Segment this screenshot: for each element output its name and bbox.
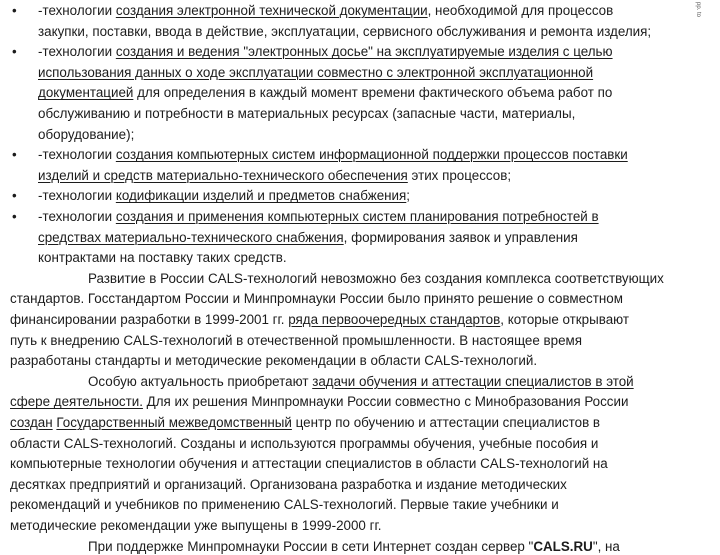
- text-run: разработаны стандарты и методические рекомендации в области CALS-технологий.: [10, 353, 538, 369]
- bullet-line: [38, 84, 612, 102]
- text-run: методические рекомендации уже выпущены в 1999-2000 гг.: [10, 518, 382, 533]
- bullet-marker: •: [12, 147, 17, 163]
- text-run: Особую актуальность приобретают: [88, 373, 313, 389]
- text-run: области CALS-технологий. Созданы и используются программы обучения, учебные пособия и: [10, 435, 599, 451]
- bullet-marker: •: [12, 3, 17, 18]
- text-run: -технологии: [38, 209, 116, 224]
- bullet-line: [38, 167, 511, 185]
- bullet-line: [38, 23, 651, 41]
- text-run: контрактами на поставку таких средств.: [38, 250, 287, 266]
- text-run: путь к внедрению CALS-технологий в отечественной промышленности. В настоящее время: [10, 332, 583, 348]
- underlined-text: создания компьютерных систем информационной поддержки процессов поставки: [115, 147, 628, 163]
- bullet-marker: •: [12, 44, 17, 60]
- paragraph-line: [88, 270, 664, 288]
- text-run: -технологии: [38, 44, 116, 60]
- paragraph-line: [10, 290, 623, 308]
- text-run: десятках предприятий и организаций. Организована разработка и издание методических: [10, 476, 567, 492]
- underlined-text: Государственный межведомственный: [56, 415, 292, 430]
- underlined-text: создания электронной технической документации: [115, 3, 428, 18]
- text-run: , необходимой для процессов: [427, 3, 614, 18]
- paragraph-line: [10, 435, 598, 453]
- paragraph-line: [88, 373, 634, 391]
- text-run: рекомендаций и учебников по применению CALS-технологий. Первые такие учебники и: [10, 497, 559, 513]
- text-run: Для их решения Минпромнауки России совместно с Минобразования России: [142, 394, 629, 410]
- bullet-line: [38, 208, 599, 226]
- paragraph-line: [10, 311, 629, 329]
- underlined-text: ряда первоочередных стандартов: [288, 312, 501, 327]
- underlined-text: сфере деятельности.: [10, 394, 143, 410]
- text-run: для определения в каждый момент времени фактического объема работ по: [133, 85, 613, 101]
- text-run: -технологии: [38, 3, 116, 18]
- bullet-line: [38, 105, 575, 123]
- bullet-line: [38, 126, 134, 144]
- text-run: -технологии: [38, 147, 116, 163]
- text-run: , которые открывают: [500, 312, 630, 327]
- paragraph-line: [10, 476, 567, 494]
- bullet-line: [38, 229, 578, 247]
- underlined-text: создания и ведения "электронных досье" на эксплуатируемые изделия с целью: [115, 44, 613, 60]
- bullet-line: [38, 187, 410, 205]
- text-run: закупки, поставки, ввода в действие, эксплуатации, сервисного обслуживания и ремонта изделия;: [38, 23, 652, 39]
- text-run: -технологии: [38, 188, 116, 204]
- bullet-line: [38, 2, 613, 20]
- text-run: компьютерные технологии обучения и аттестации специалистов в области CALS-технологий на: [10, 456, 608, 472]
- text-run: стандартов. Госстандартом России и Минпромнауки России было принято решение о совместном: [10, 291, 623, 307]
- underlined-text: кодификации изделий и предметов снабжения: [115, 188, 407, 204]
- paragraph-line: [10, 352, 537, 370]
- text-run: Развитие в России CALS-технологий невозможно без создания комплекса соответствующих: [88, 270, 664, 286]
- bullet-line: [38, 146, 628, 164]
- underlined-text: изделий и средств материально-технического обеспечения: [38, 167, 408, 183]
- text-run: этих процессов;: [407, 167, 512, 183]
- paragraph-line: [88, 538, 620, 555]
- text-run: ", на: [592, 538, 620, 554]
- paragraph-line: [10, 455, 608, 473]
- text-run: При поддержке Минпромнауки России в сети Интернет создан сервер ": [88, 538, 534, 554]
- underlined-text: документацией: [38, 85, 134, 101]
- underlined-text: использования данных о ходе эксплуатации совместно с электронной эксплуатационной: [38, 64, 594, 80]
- page-corner-mark: pp. to: [695, 2, 701, 18]
- underlined-text: создан: [10, 415, 53, 430]
- text-run: , формирования заявок и управления: [343, 229, 578, 245]
- underlined-text: средствах материально-технического снабжения: [38, 229, 344, 245]
- underlined-text: задачи обучения и аттестации специалистов в этой: [312, 373, 634, 389]
- paragraph-line: [10, 496, 559, 514]
- paragraph-line: [10, 332, 582, 350]
- bullet-marker: •: [12, 209, 17, 224]
- bullet-line: [38, 64, 593, 82]
- text-run: обслуживанию и потребности в материальных ресурсах (запасные части, материалы,: [38, 106, 576, 121]
- text-run: финансировании разработки в 1999-2001 гг.: [10, 312, 289, 327]
- text-run: центр по обучению и аттестации специалистов в: [291, 415, 601, 430]
- paragraph-line: [10, 517, 381, 535]
- paragraph-line: [10, 414, 600, 432]
- text-run: оборудование);: [38, 126, 135, 142]
- text-run: CALS.RU: [533, 538, 593, 554]
- paragraph-line: [10, 393, 628, 411]
- bullet-line: [38, 43, 613, 61]
- text-run: ;: [406, 188, 411, 204]
- underlined-text: создания и применения компьютерных систем планирования потребностей в: [115, 209, 599, 224]
- bullet-marker: •: [12, 188, 17, 204]
- bullet-line: [38, 249, 287, 267]
